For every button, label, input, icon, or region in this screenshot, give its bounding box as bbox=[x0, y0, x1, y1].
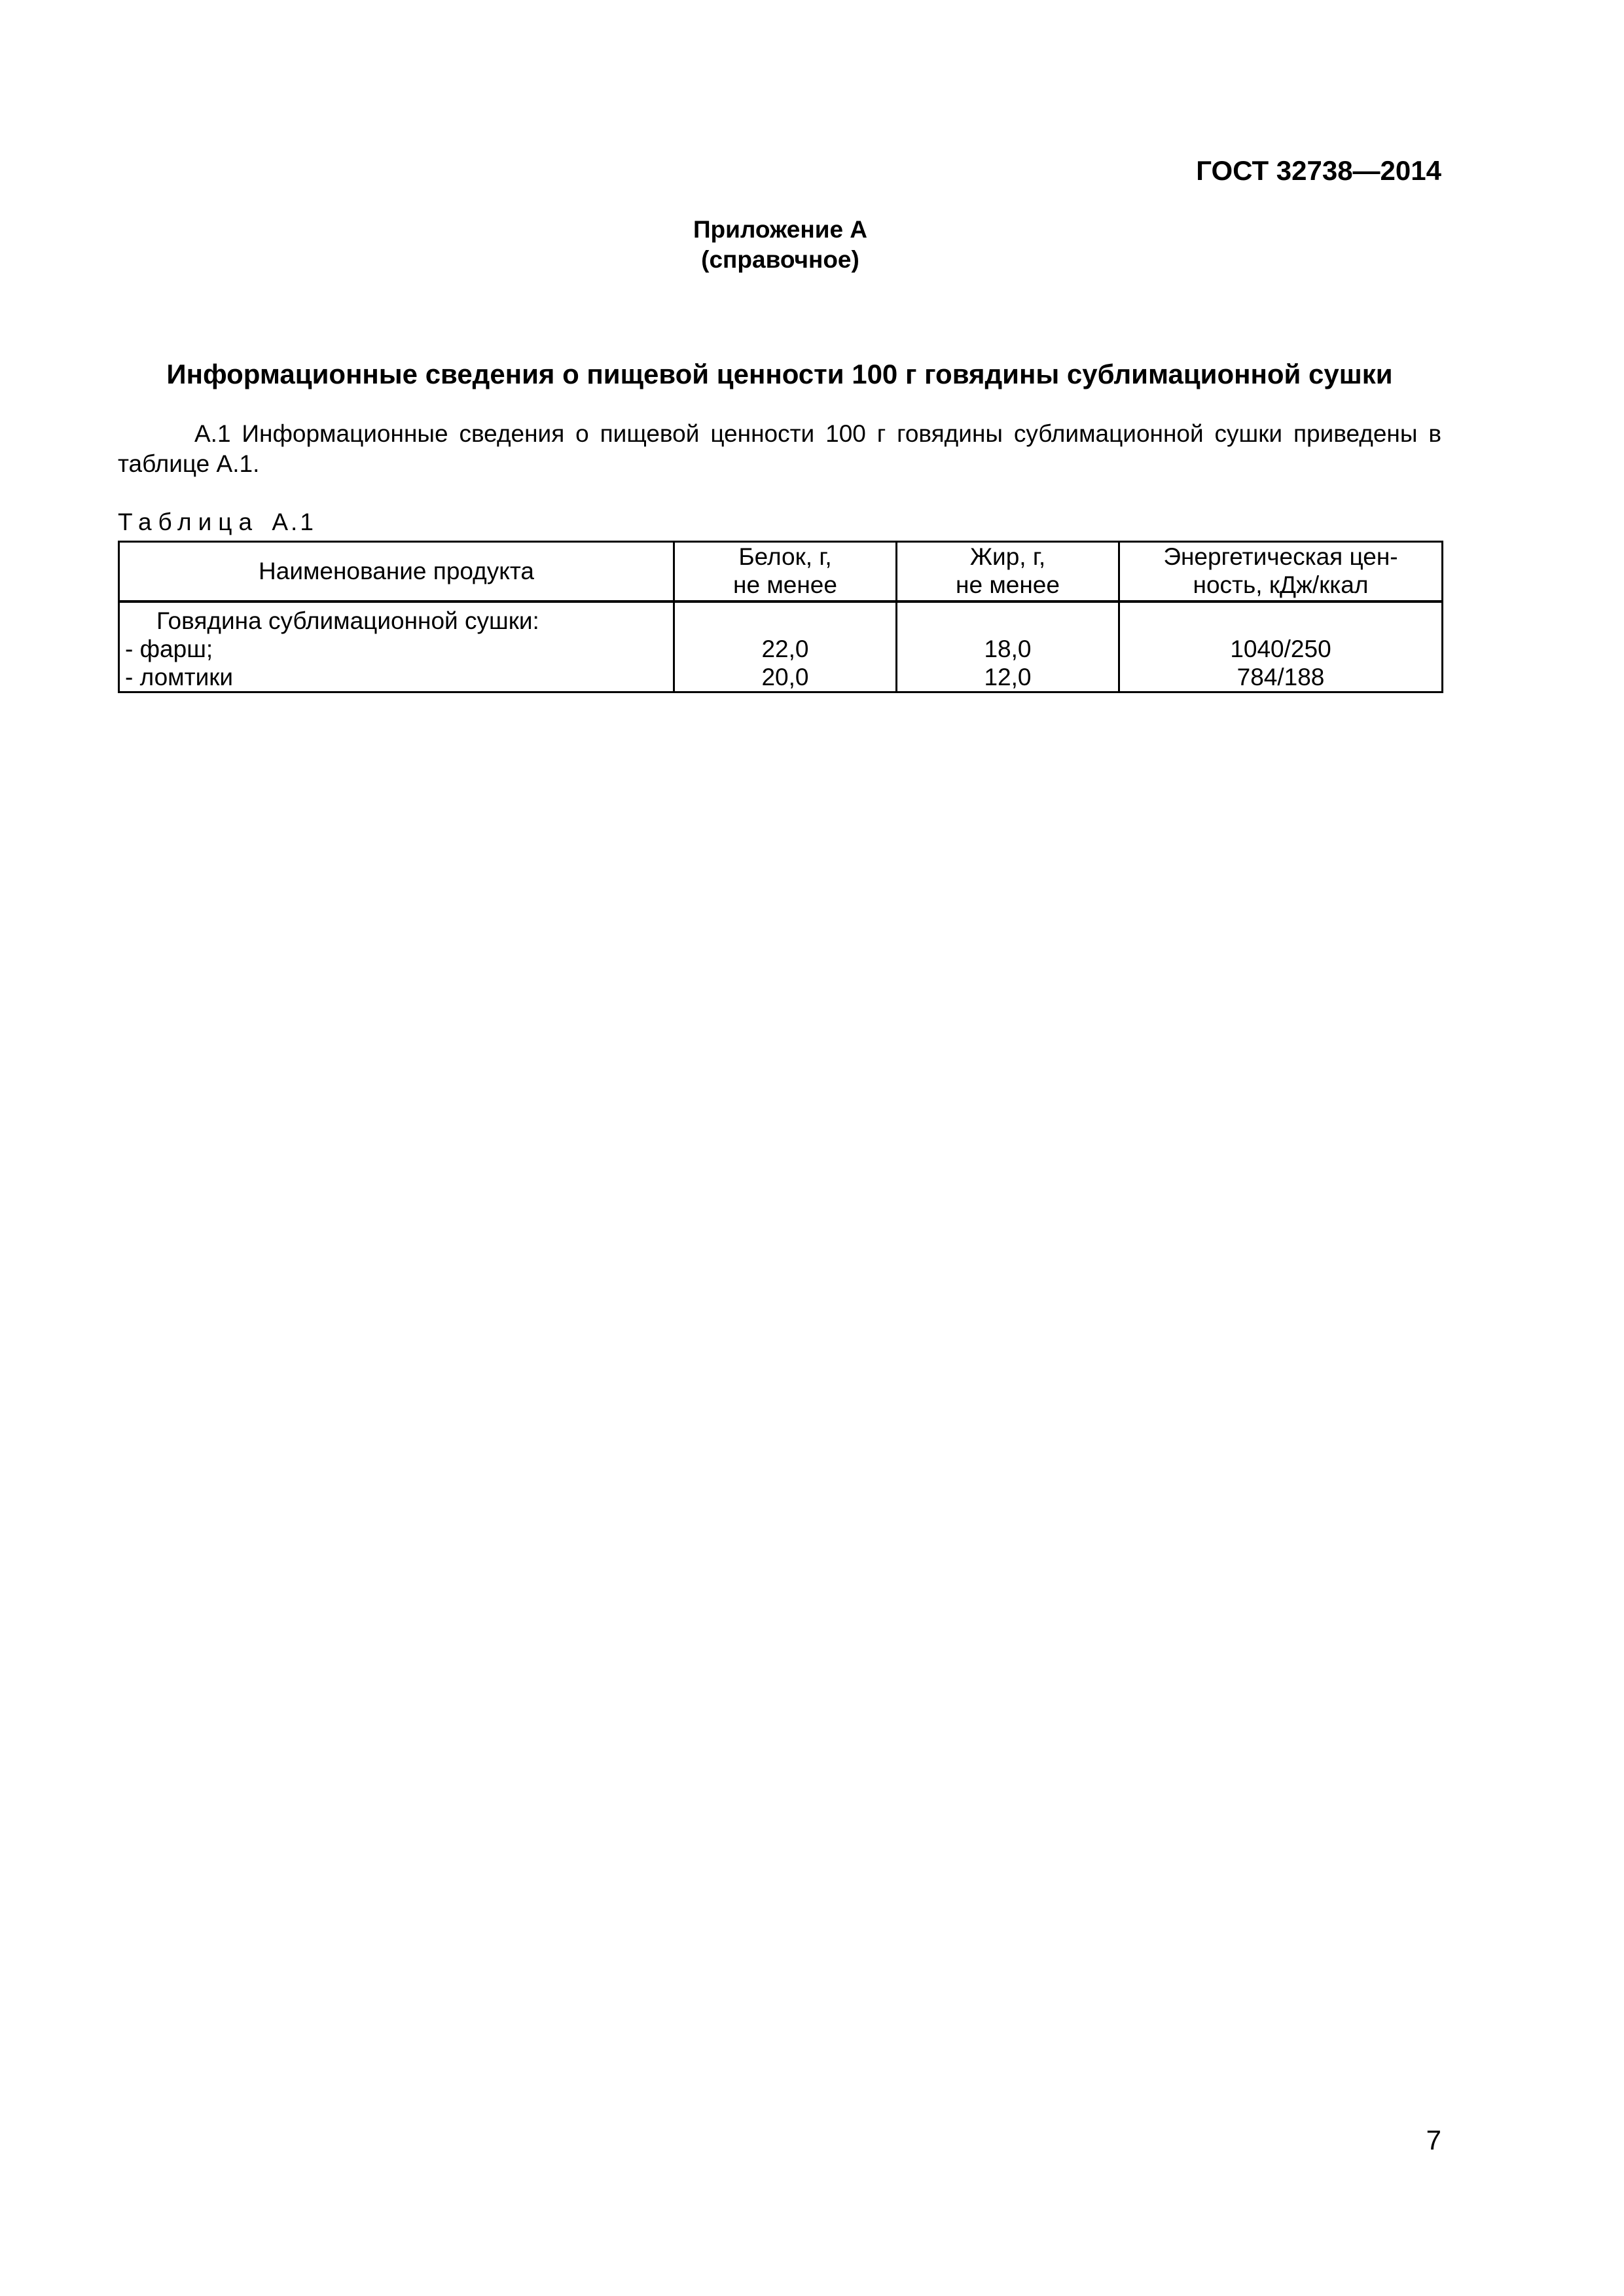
column-header-product: Наименование продукта bbox=[119, 542, 674, 602]
table-caption-label: Таблица bbox=[118, 509, 259, 535]
table-row bbox=[119, 663, 1443, 692]
row-energy: 784/188 bbox=[1119, 663, 1443, 692]
table-header-row bbox=[119, 542, 1443, 602]
standard-number: ГОСТ 32738—2014 bbox=[1196, 155, 1441, 186]
section-title: Информационные сведения о пищевой ценности 100 г говядины сублимационной сушки bbox=[166, 359, 1393, 389]
row-fat: 18,0 bbox=[897, 635, 1119, 663]
nutrition-table bbox=[118, 541, 1443, 693]
row-name: - фарш; bbox=[119, 635, 674, 663]
table-group-row bbox=[119, 601, 1443, 635]
table-row bbox=[119, 635, 1443, 663]
row-protein: 22,0 bbox=[674, 635, 897, 663]
appendix-heading bbox=[0, 215, 1561, 275]
row-name: - ломтики bbox=[119, 663, 674, 692]
appendix-title: Приложение А bbox=[693, 216, 868, 243]
table-caption-number: А.1 bbox=[272, 509, 316, 535]
row-energy: 1040/250 bbox=[1119, 635, 1443, 663]
column-header-fat: Жир, г, не менее bbox=[897, 542, 1119, 602]
appendix-status: (справочное) bbox=[701, 246, 859, 273]
table-caption bbox=[118, 507, 316, 537]
column-header-energy: Энергетическая цен- ность, кДж/ккал bbox=[1119, 542, 1443, 602]
column-header-protein: Белок, г, не менее bbox=[674, 542, 897, 602]
row-fat: 12,0 bbox=[897, 663, 1119, 692]
row-protein: 20,0 bbox=[674, 663, 897, 692]
group-label: Говядина сублимационной сушки: bbox=[119, 601, 674, 635]
page-number: 7 bbox=[1426, 2125, 1441, 2155]
section-paragraph: А.1 Информационные сведения о пищевой ценности 100 г говядины сублимационной сушки приведены в таблице А.1. bbox=[118, 420, 1441, 477]
